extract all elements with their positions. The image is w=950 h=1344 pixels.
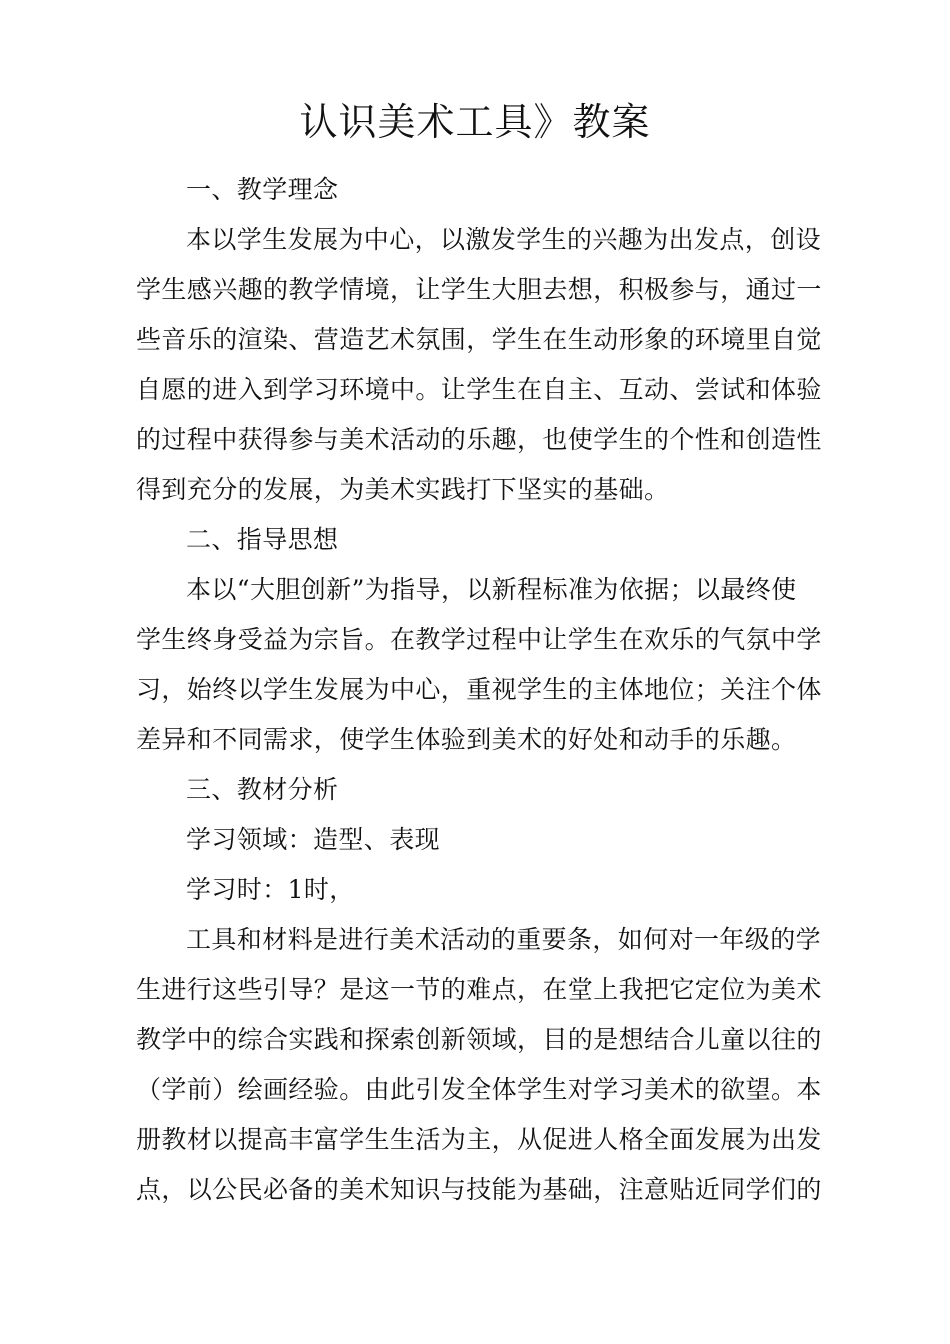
section-heading-guiding-thought: 二、指导思想 [186, 525, 339, 554]
paragraph-line: 的过程中获得参与美术活动的乐趣，也使学生的个性和创造性 [136, 425, 822, 454]
section-heading-teaching-philosophy: 一、教学理念 [186, 175, 339, 204]
paragraph-line: 习，始终以学生发展为中心，重视学生的主体地位；关注个体 [136, 675, 822, 704]
section-heading-material-analysis: 三、教材分析 [186, 775, 339, 804]
paragraph-line: 本以学生发展为中心，以激发学生的兴趣为出发点，创设 [186, 225, 822, 254]
paragraph-line: 工具和材料是进行美术活动的重要条，如何对一年级的学 [186, 925, 822, 954]
learning-domain-line: 学习领域：造型、表现 [186, 825, 441, 854]
paragraph-line: 学生终身受益为宗旨。在教学过程中让学生在欢乐的气氛中学 [136, 625, 822, 654]
class-hours-line: 学习时：1时， [186, 875, 355, 904]
paragraph-line: 些音乐的渲染、营造艺术氛围，学生在生动形象的环境里自觉 [136, 325, 822, 354]
paragraph-line: 得到充分的发展，为美术实践打下坚实的基础。 [136, 475, 670, 504]
document-body [136, 165, 836, 1215]
document-title: 认识美术工具》教案 [299, 100, 651, 144]
paragraph-line: 册教材以提高丰富学生生活为主，从促进人格全面发展为出发 [136, 1125, 822, 1154]
paragraph-line: 学生感兴趣的教学情境，让学生大胆去想，积极参与，通过一 [136, 275, 822, 304]
paragraph-line: 教学中的综合实践和探索创新领域，目的是想结合儿童以往的 [136, 1025, 822, 1054]
paragraph-line: 点，以公民必备的美术知识与技能为基础，注意贴近同学们的 [136, 1175, 822, 1204]
paragraph-line: （学前）绘画经验。由此引发全体学生对学习美术的欲望。本 [136, 1075, 822, 1104]
paragraph-line: 自愿的进入到学习环境中。让学生在自主、互动、尝试和体验 [136, 375, 822, 404]
paragraph-line: 差异和不同需求，使学生体验到美术的好处和动手的乐趣。 [136, 725, 797, 754]
paragraph-line: 本以“大胆创新”为指导，以新程标准为依据；以最终使 [186, 575, 797, 604]
paragraph-line: 生进行这些引导？是这一节的难点，在堂上我把它定位为美术 [136, 975, 822, 1004]
